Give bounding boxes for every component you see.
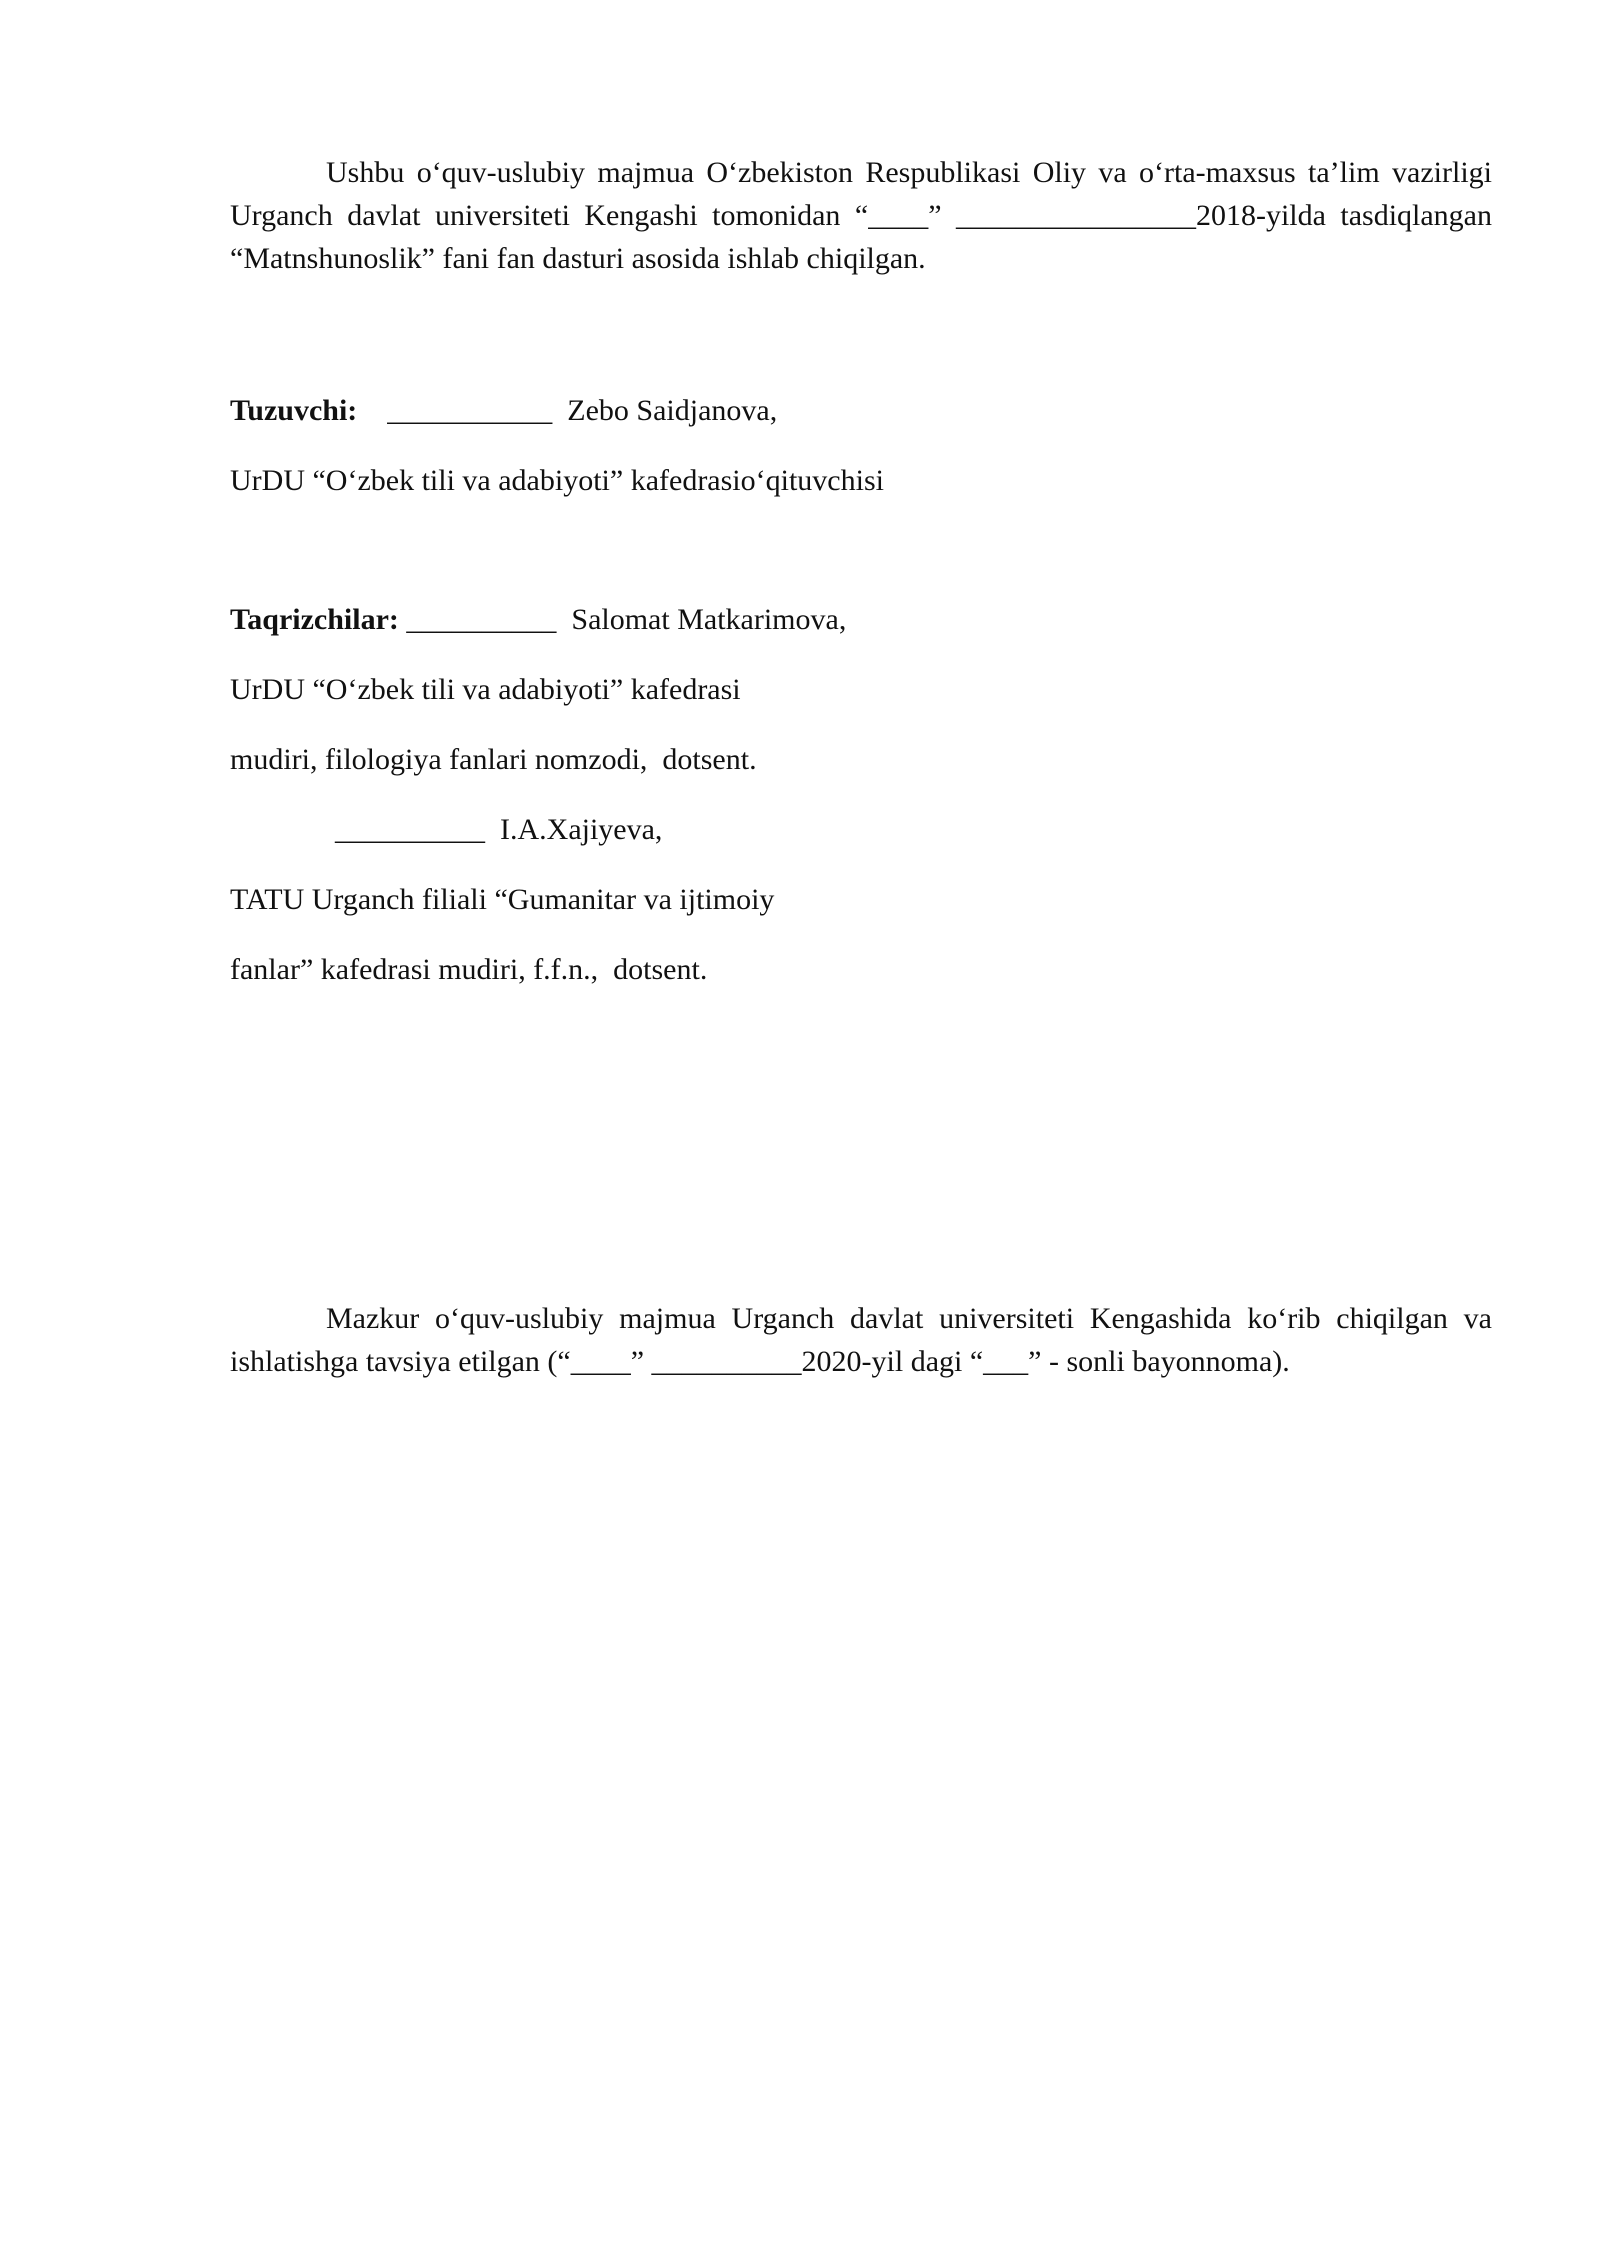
reviewer-2-line: [335, 808, 662, 851]
reviewer-1-position-line1: UrDU “O‘zbek tili va adabiyoti” kafedrasi: [230, 673, 741, 706]
author-line: [230, 389, 777, 432]
approval-paragraph: Mazkur o‘quv-uslubiy majmua Urganch davlat universiteti Kengashida ko‘rib chiqilgan va ishlatishga tavsiya etilgan (“____” __________2020-yil dagi “___” - sonli bayonnoma).: [230, 1302, 1492, 1378]
author-position: UrDU “O‘zbek tili va adabiyoti” kafedrasio‘qituvchisi: [230, 464, 884, 497]
reviewer-2-name: I.A.Xajiyeva,: [500, 813, 663, 846]
reviewers-label: Taqrizchilar:: [230, 603, 399, 636]
reviewer-2-position-line2: fanlar” kafedrasi mudiri, f.f.n., dotsent.: [230, 953, 708, 986]
intro-paragraph: Ushbu o‘quv-uslubiy majmua O‘zbekiston Respublikasi Oliy va o‘rta-maxsus ta’lim vazirligi Urganch davlat universiteti Kengashi tomonidan “____” ________________2018-yilda tasdiqlangan “Matnshunoslik” fani fan dasturi asosida ishlab chiqilgan.: [230, 156, 1492, 275]
reviewer-2-position-line1: TATU Urganch filiali “Gumanitar va ijtimoiy: [230, 883, 775, 916]
author-name: Zebo Saidjanova,: [567, 394, 778, 427]
reviewer-2-signature-blank: __________: [335, 813, 485, 846]
reviewer-1-name: Salomat Matkarimova,: [571, 603, 847, 636]
reviewer-1-position-line2: mudiri, filologiya fanlari nomzodi, dotsent.: [230, 743, 757, 776]
reviewer-1-line: [230, 598, 846, 641]
author-label: Tuzuvchi:: [230, 394, 358, 427]
reviewer-1-signature-blank: __________: [406, 603, 557, 636]
author-signature-blank: ___________: [387, 394, 553, 427]
